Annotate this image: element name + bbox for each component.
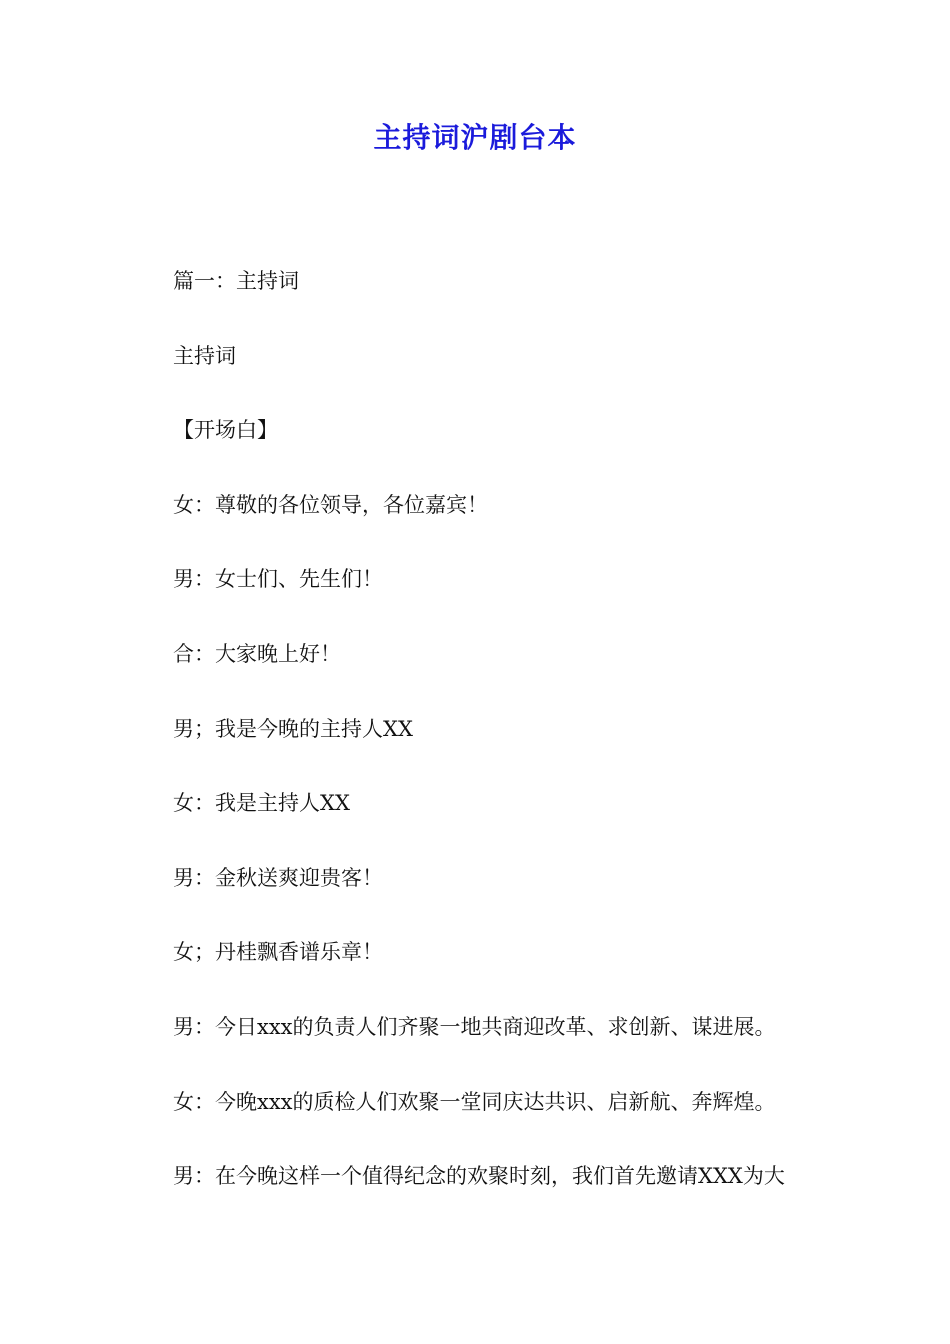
body-line: 男：女士们、先生们！ xyxy=(173,567,383,592)
body-line: 篇一：主持词 xyxy=(173,269,299,293)
body-line: 男；我是今晚的主持人XX xyxy=(173,716,413,741)
body-line: 【开场白】 xyxy=(173,418,278,443)
body-line: 女：我是主持人XX xyxy=(173,791,350,816)
body-line: 女：今晚xxx的质检人们欢聚一堂同庆达共识、启新航、奔辉煌。 xyxy=(173,1089,776,1114)
body-line: 女：尊敬的各位领导，各位嘉宾！ xyxy=(173,492,488,517)
document-body xyxy=(173,264,873,1234)
body-line: 男：在今晚这样一个值得纪念的欢聚时刻，我们首先邀请XXX为大 xyxy=(173,1164,785,1189)
body-line: 女；丹桂飘香谱乐章！ xyxy=(173,940,383,965)
body-line: 男：金秋送爽迎贵客！ xyxy=(173,865,383,890)
document-title: 主持词沪剧台本 xyxy=(373,121,577,154)
body-line: 男：今日xxx的负责人们齐聚一地共商迎改革、求创新、谋进展。 xyxy=(173,1014,776,1039)
body-line: 合：大家晚上好！ xyxy=(173,641,341,666)
body-line: 主持词 xyxy=(173,343,236,368)
